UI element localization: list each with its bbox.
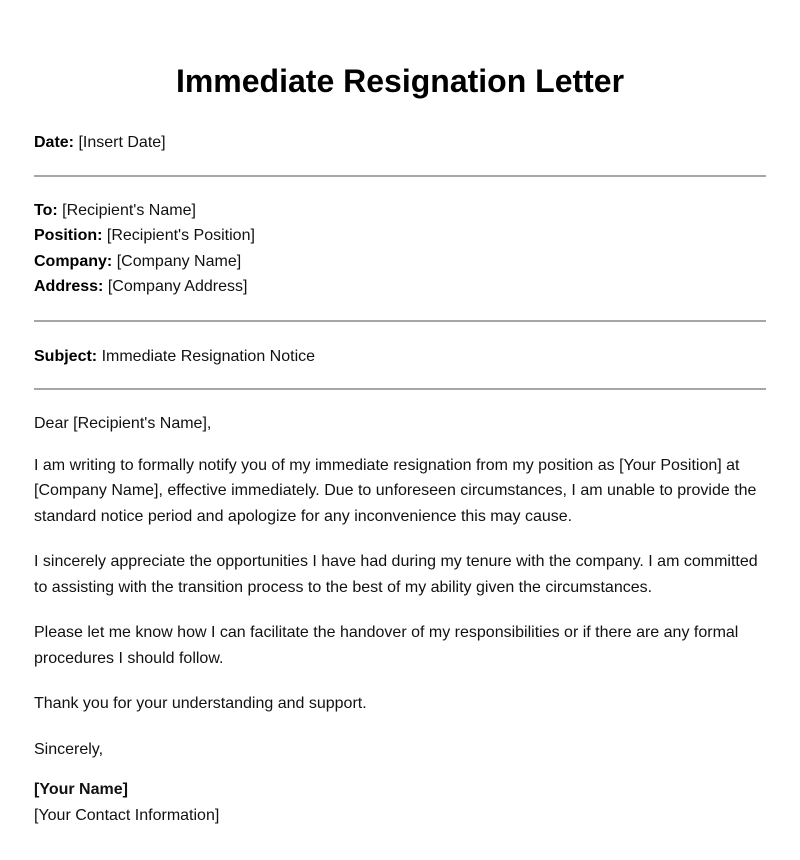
subject-label: Subject: bbox=[34, 347, 98, 365]
to-label: To: bbox=[34, 201, 58, 219]
signature-contact: [Your Contact Information] bbox=[34, 806, 220, 824]
body-paragraph-2: I sincerely appreciate the opportunities I have had during my tenure with the company. I am committed to assisting with the transition process to the best of my ability given the circumstances. bbox=[34, 553, 758, 596]
position-line bbox=[34, 223, 766, 249]
body-paragraph-3: Please let me know how I can facilitate the handover of my responsibilities or if there are any formal procedures I should follow. bbox=[34, 624, 739, 667]
body-paragraph-4: Thank you for your understanding and support. bbox=[34, 695, 367, 712]
closing: Sincerely, bbox=[34, 740, 104, 758]
divider-2 bbox=[34, 320, 766, 322]
position-label: Position: bbox=[34, 227, 103, 244]
company-value: [Company Name] bbox=[116, 252, 242, 270]
salutation: Dear [Recipient's Name], bbox=[34, 415, 212, 432]
company-label: Company: bbox=[34, 252, 113, 270]
letter-title: Immediate Resignation Letter bbox=[175, 63, 625, 99]
to-line bbox=[34, 198, 766, 224]
signature-block bbox=[34, 777, 766, 828]
subject-value: Immediate Resignation Notice bbox=[101, 347, 316, 365]
date-line bbox=[34, 130, 766, 156]
company-line bbox=[34, 249, 766, 275]
subject-line bbox=[34, 344, 766, 370]
body-paragraph-1: I am writing to formally notify you of my immediate resignation from my position as [Your Position] at [Company Name], effective immediately. Due to unforeseen circumstances, I am unable to provide the standard notice period and apologize for any inconvenience this may cause. bbox=[34, 456, 757, 525]
address-label: Address: bbox=[34, 278, 104, 295]
divider-3 bbox=[34, 388, 766, 390]
signature-name: [Your Name] bbox=[34, 781, 128, 798]
divider-1 bbox=[34, 175, 766, 177]
to-value: [Recipient's Name] bbox=[62, 201, 196, 219]
address-value: [Company Address] bbox=[107, 278, 248, 295]
position-value: [Recipient's Position] bbox=[106, 227, 255, 244]
recipient-block bbox=[34, 198, 766, 300]
date-value: [Insert Date] bbox=[78, 134, 166, 151]
address-line bbox=[34, 274, 766, 300]
date-label: Date: bbox=[34, 134, 75, 151]
